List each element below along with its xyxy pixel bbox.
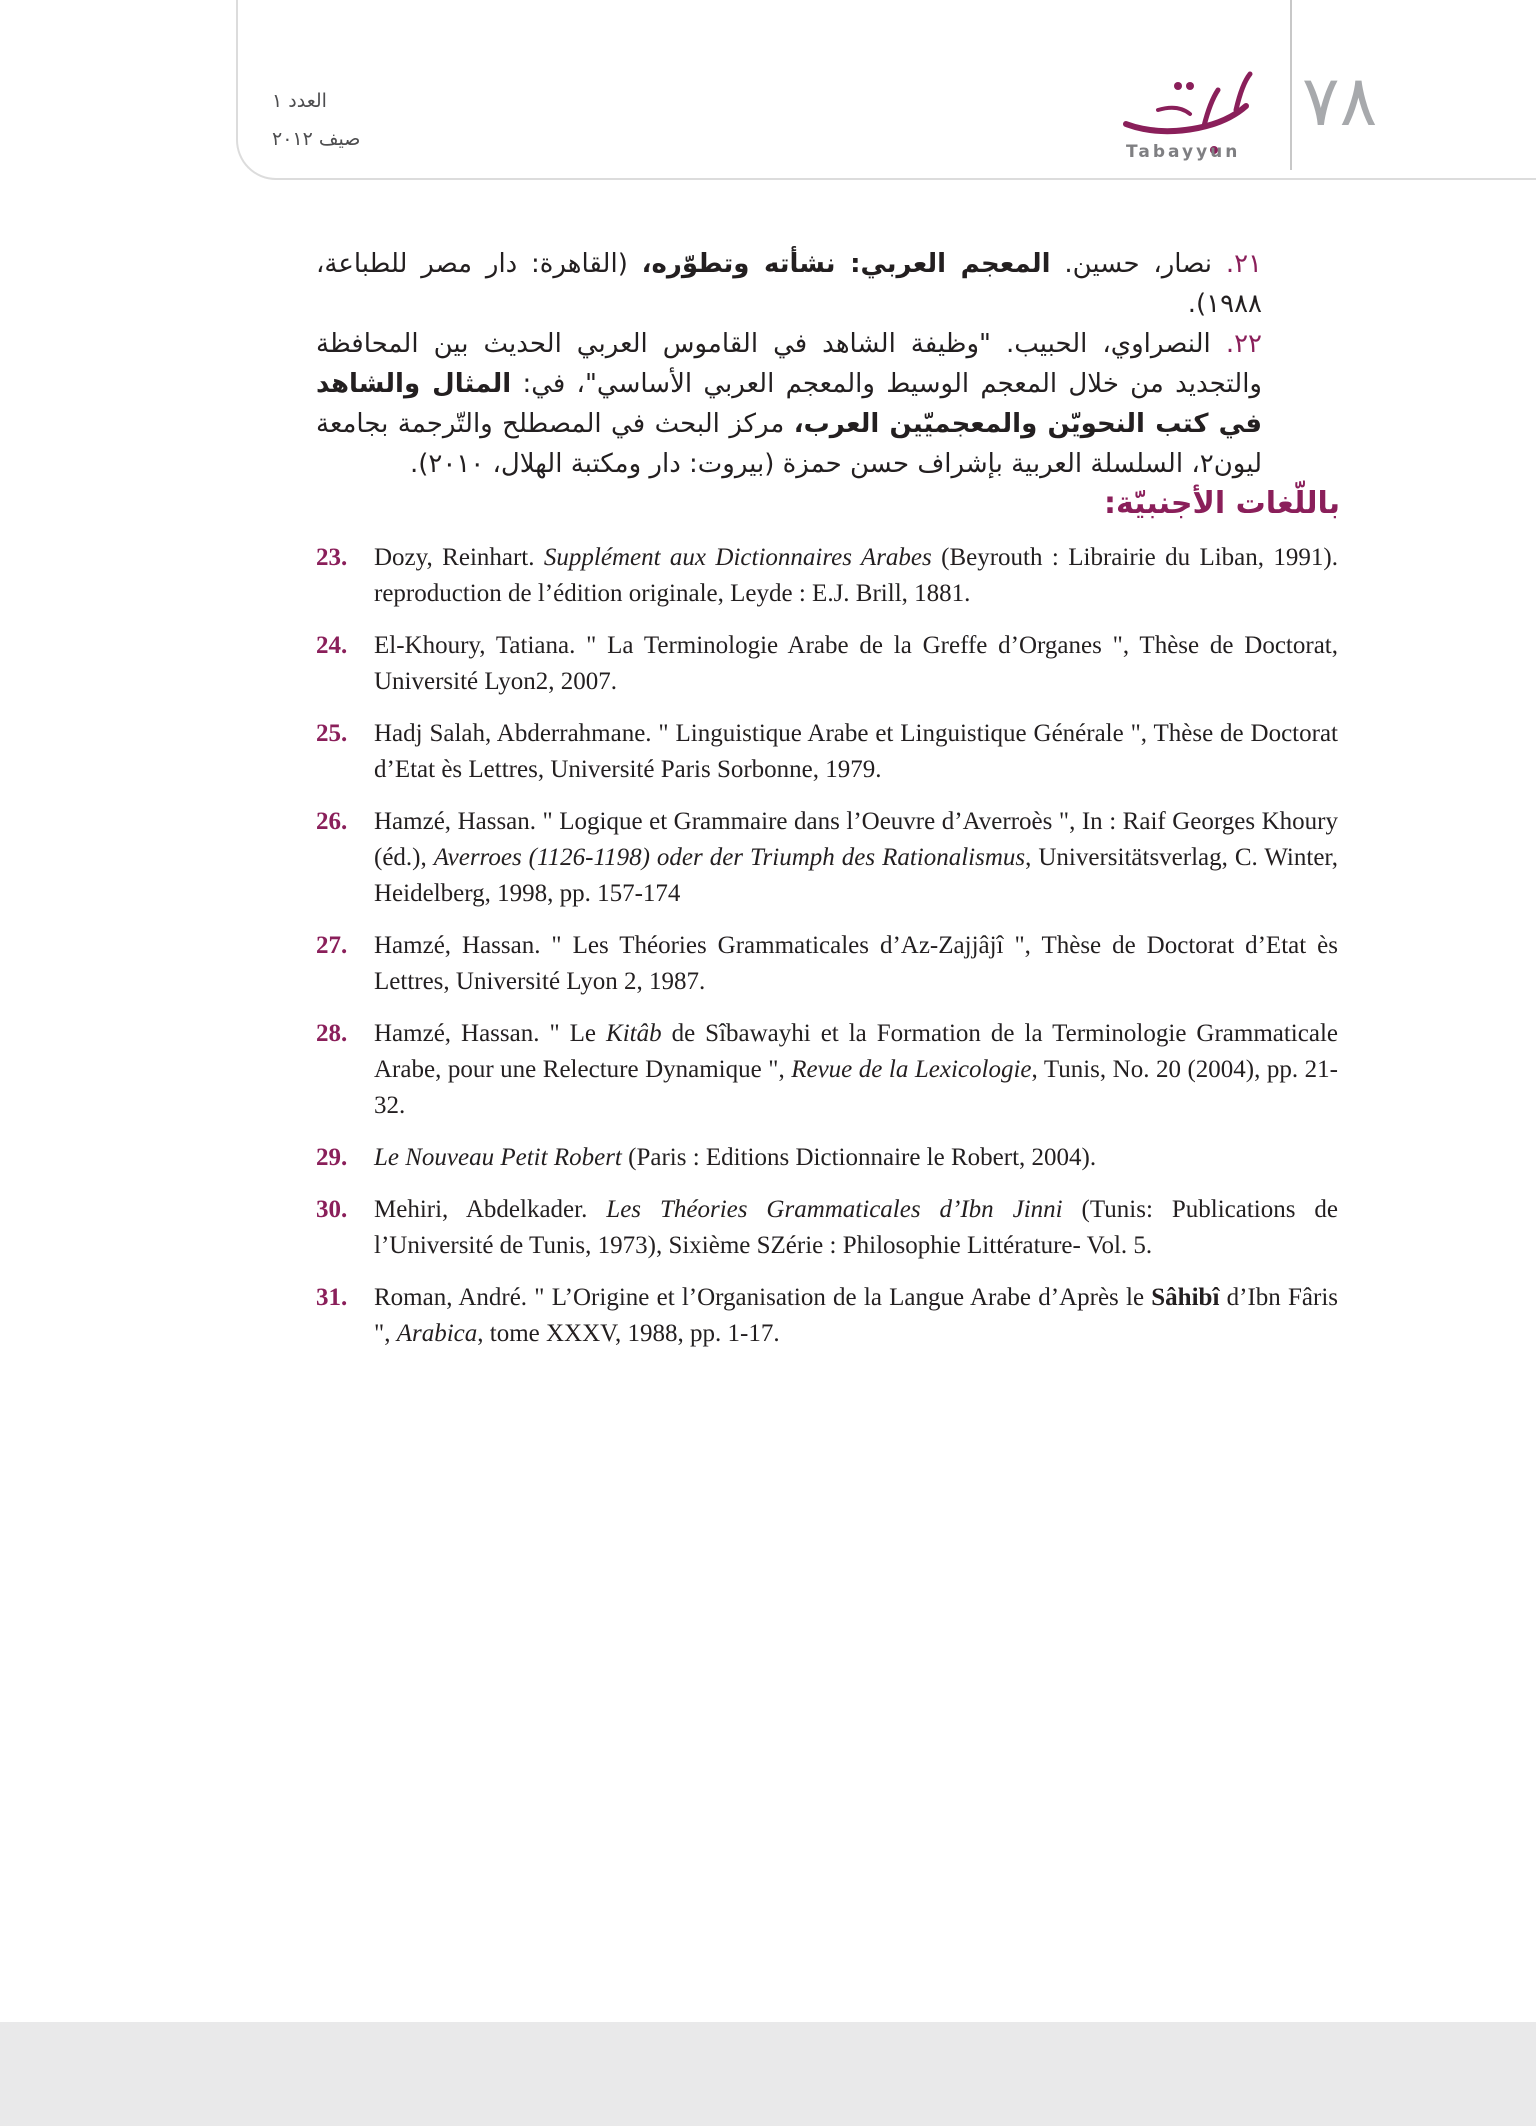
footer-band: [0, 2022, 1536, 2126]
ref-number: 26.: [316, 808, 348, 835]
reference-26: [316, 804, 1338, 912]
ref-title: المثال والشاهد في كتب النحويّن والمعجميّين العرب،: [316, 369, 1263, 439]
reference-31: [316, 1280, 1338, 1352]
ref-number: 25.: [316, 720, 348, 747]
ref-text: Hamzé, Hassan. " Logique et Grammaire dans l’Oeuvre d’Averroès ", In : Raif Georges Khoury (éd.), Averroes (1126-1198) oder der Triumph des Rationalismus, Universitätsverlag, C. Winter, Heidelberg, 1998, pp. 157-174: [374, 808, 1338, 907]
arabic-references: [316, 244, 1262, 484]
ref-number: 29.: [316, 1144, 348, 1171]
ref-text: El-Khoury, Tatiana. " La Terminologie Arabe de la Greffe d’Organes ", Thèse de Doctorat, Université Lyon2, 2007.: [374, 632, 1338, 695]
reference-29: [316, 1140, 1338, 1176]
reference-27: [316, 928, 1338, 1000]
arabic-ref-22: [316, 324, 1262, 484]
ref-publication: مركز البحث في المصطلح والتّرجمة بجامعة ليون٢، السلسلة العربية بإشراف حسن حمزة (بيروت: دار ومكتبة الهلال، ٢٠١٠).: [316, 409, 1262, 479]
ref-number: 28.: [316, 1020, 348, 1047]
ref-text: Hamzé, Hassan. " Les Théories Grammaticales d’Az-Zajjâjî ", Thèse de Doctorat d’Etat ès Lettres, Université Lyon 2, 1987.: [374, 932, 1338, 995]
ref-text: Hamzé, Hassan. " Le Kitâb de Sîbawayhi et la Formation de la Terminologie Grammaticale Arabe, pour une Relecture Dynamique ", Revue de la Lexicologie, Tunis, No. 20 (2004), pp. 21-32.: [374, 1020, 1338, 1119]
ref-number: 23.: [316, 544, 348, 571]
arabic-ref-21: [316, 244, 1262, 324]
reference-25: [316, 716, 1338, 788]
foreign-references: [316, 540, 1338, 1368]
reference-24: [316, 628, 1338, 700]
reference-30: [316, 1192, 1338, 1264]
ref-number: 27.: [316, 932, 348, 959]
issue-label: العدد ١: [272, 90, 327, 112]
section-heading: باللّغات الأجنبيّة:: [1103, 486, 1340, 521]
season-label: صيف ٢٠١٢: [272, 128, 361, 150]
ref-text: Hadj Salah, Abderrahmane. " Linguistique Arabe et Linguistique Générale ", Thèse de Doctorat d’Etat ès Lettres, Université Paris Sorbonne, 1979.: [374, 720, 1338, 783]
ref-text: Mehiri, Abdelkader. Les Théories Grammaticales d’Ibn Jinni (Tunis: Publications de l’Université de Tunis, 1973), Sixième SZérie : Philosophie Littérature- Vol. 5.: [374, 1196, 1338, 1259]
reference-23: [316, 540, 1338, 612]
page-number: ٧٨: [1302, 60, 1378, 142]
ref-number: ٢٢.: [1225, 329, 1263, 359]
ref-author: النصراوي، الحبيب. "وظيفة الشاهد في القاموس العربي الحديث بين المحافظة والتجديد من خلال المعجم الوسيط والمعجم العربي الأساسي"، في:: [316, 329, 1262, 399]
ref-text: Roman, André. " L’Origine et l’Organisation de la Langue Arabe d’Après le Sâhibî d’Ibn Fâris ", Arabica, tome XXXV, 1988, pp. 1-17.: [374, 1284, 1338, 1347]
ref-number: 30.: [316, 1196, 348, 1223]
reference-28: [316, 1016, 1338, 1124]
ref-number: 31.: [316, 1284, 348, 1311]
ref-number: ٢١.: [1225, 249, 1263, 279]
ref-publication: (القاهرة: دار مصر للطباعة، ١٩٨٨).: [316, 249, 1262, 319]
logo-latin-text: Tabayyun: [1126, 142, 1241, 162]
header-divider: [1290, 0, 1292, 170]
ref-title: المعجم العربي: نشأته وتطوّره،: [641, 249, 1051, 279]
ref-author: نصار، حسين.: [1050, 249, 1212, 279]
ref-text: Dozy, Reinhart. Supplément aux Dictionnaires Arabes (Beyrouth : Librairie du Liban, 1991). reproduction de l’édition originale, Leyde : E.J. Brill, 1881.: [374, 544, 1338, 607]
ref-number: 24.: [316, 632, 348, 659]
ref-text: Le Nouveau Petit Robert (Paris : Editions Dictionnaire le Robert, 2004).: [374, 1144, 1097, 1171]
